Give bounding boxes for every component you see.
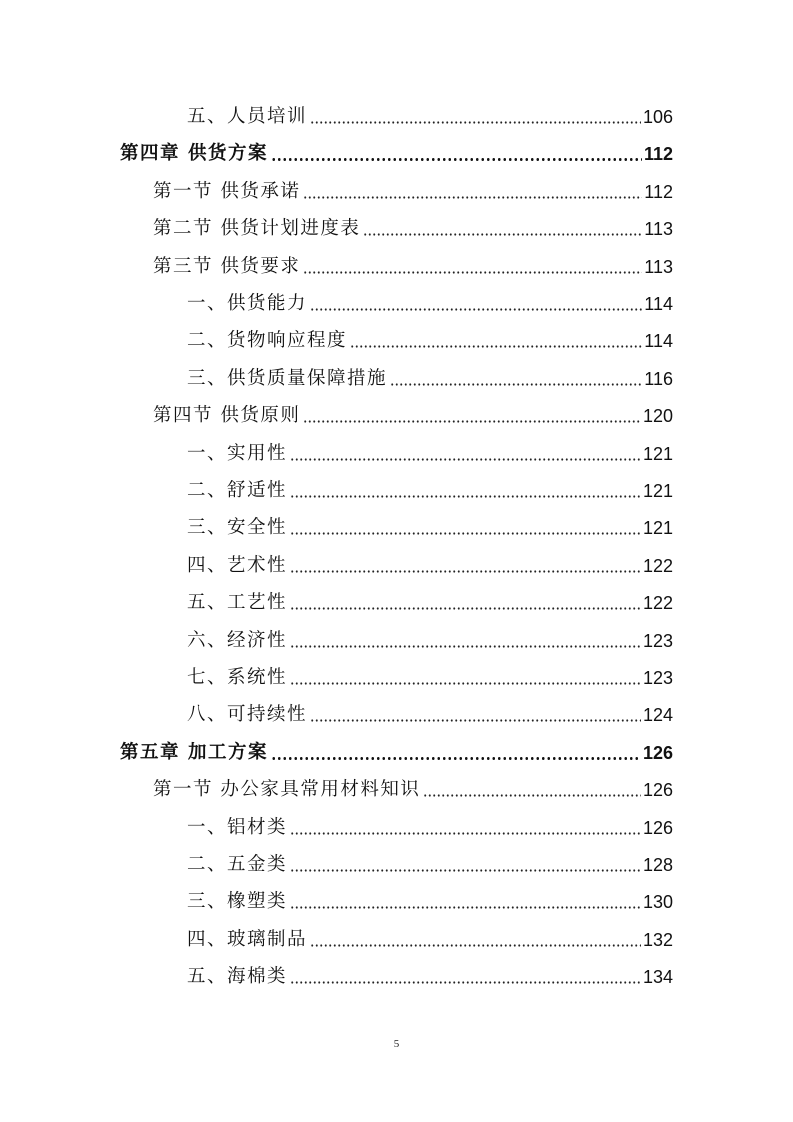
- toc-dot-leader: [290, 832, 641, 835]
- toc-entry-title: 第五章 加工方案: [120, 741, 268, 763]
- toc-subsection-entry[interactable]: [187, 624, 673, 652]
- toc-entry-title: 三、供货质量保障措施: [187, 367, 388, 389]
- toc-section-entry[interactable]: [153, 250, 673, 278]
- toc-entry-page: 126: [642, 817, 673, 838]
- toc-subsection-entry[interactable]: [187, 362, 673, 390]
- toc-entry-title: 八、可持续性: [187, 704, 308, 726]
- toc-entry-page: 134: [642, 967, 673, 988]
- toc-chapter-entry[interactable]: [120, 736, 673, 764]
- toc-entry-page: 130: [642, 892, 673, 913]
- toc-dot-leader: [271, 158, 642, 161]
- toc-entry-title: 三、橡塑类: [187, 891, 288, 913]
- toc-subsection-entry[interactable]: [187, 324, 673, 352]
- toc-entry-page: 120: [642, 406, 673, 427]
- toc-entry-title: 第二节 供货计划进度表: [153, 218, 361, 240]
- toc-section-entry[interactable]: [153, 399, 673, 427]
- toc-subsection-entry[interactable]: [187, 474, 673, 502]
- toc-entry-title: 一、铝材类: [187, 816, 288, 838]
- toc-dot-leader: [423, 794, 641, 797]
- toc-dot-leader: [303, 420, 641, 423]
- toc-dot-leader: [303, 196, 642, 199]
- toc-section-entry[interactable]: [153, 212, 673, 240]
- toc-entry-page: 113: [644, 219, 673, 240]
- toc-dot-leader: [350, 345, 642, 348]
- toc-dot-leader: [271, 757, 641, 760]
- toc-entry-page: 121: [642, 481, 673, 501]
- toc-entry-title: 五、工艺性: [187, 592, 288, 614]
- toc-dot-leader: [310, 944, 641, 947]
- toc-entry-page: 126: [642, 742, 673, 763]
- page-number: 5: [393, 1038, 400, 1050]
- toc-subsection-entry[interactable]: [187, 287, 673, 315]
- toc-entry-page: 123: [642, 668, 673, 688]
- toc-entry-title: 五、海棉类: [187, 966, 288, 988]
- toc-entry-title: 二、舒适性: [187, 480, 288, 501]
- toc-entry-title: 四、玻璃制品: [187, 928, 308, 950]
- toc-dot-leader: [363, 233, 642, 236]
- toc-entry-page: 112: [644, 181, 673, 202]
- toc-entry-page: 124: [642, 705, 673, 726]
- toc-entry-title: 二、五金类: [187, 854, 288, 875]
- toc-entry-title: 第一节 供货承诺: [153, 180, 301, 202]
- toc-entry-page: 121: [642, 518, 673, 539]
- toc-subsection-entry[interactable]: [187, 960, 673, 988]
- toc-section-entry[interactable]: [153, 773, 673, 801]
- toc-subsection-entry[interactable]: [187, 811, 673, 839]
- toc-entry-title: 第三节 供货要求: [153, 255, 301, 277]
- toc-entry-title: 一、实用性: [187, 442, 288, 464]
- toc-dot-leader: [290, 645, 641, 648]
- toc-entry-page: 114: [644, 294, 673, 314]
- toc-entry-title: 第一节 办公家具常用材料知识: [153, 779, 421, 801]
- toc-entry-title: 五、人员培训: [187, 106, 308, 127]
- toc-entry-title: 七、系统性: [187, 667, 288, 688]
- toc-subsection-entry[interactable]: [187, 586, 673, 614]
- toc-entry-page: 114: [644, 331, 673, 352]
- toc-dot-leader: [303, 271, 642, 274]
- toc-entry-title: 一、供货能力: [187, 293, 308, 314]
- toc-dot-leader: [290, 906, 641, 909]
- toc-entry-page: 128: [642, 855, 673, 875]
- toc-entry-title: 三、安全性: [187, 517, 288, 539]
- toc-dot-leader: [310, 308, 642, 311]
- toc-subsection-entry[interactable]: [187, 661, 673, 689]
- toc-entry-title: 六、经济性: [187, 629, 288, 651]
- toc-entry-page: 126: [642, 780, 673, 801]
- toc-entry-page: 112: [643, 144, 673, 165]
- toc-chapter-entry[interactable]: [120, 137, 673, 165]
- toc-dot-leader: [390, 383, 642, 386]
- toc-dot-leader: [290, 981, 641, 984]
- toc-dot-leader: [310, 719, 641, 722]
- toc-entry-page: 132: [642, 929, 673, 950]
- toc-subsection-entry[interactable]: [187, 848, 673, 876]
- toc-subsection-entry[interactable]: [187, 437, 673, 465]
- toc-entry-page: 113: [644, 256, 673, 277]
- toc-dot-leader: [290, 869, 641, 872]
- toc-entry-page: 122: [642, 555, 673, 576]
- toc-dot-leader: [290, 682, 641, 685]
- toc-entry-page: 122: [642, 593, 673, 614]
- toc-subsection-entry[interactable]: [187, 698, 673, 726]
- toc-subsection-entry[interactable]: [187, 923, 673, 951]
- toc-subsection-entry[interactable]: [187, 511, 673, 539]
- toc-entry-page: 121: [642, 443, 673, 464]
- toc-subsection-entry[interactable]: [187, 549, 673, 577]
- toc-dot-leader: [310, 121, 641, 124]
- toc-section-entry[interactable]: [153, 175, 673, 203]
- toc-subsection-entry[interactable]: [187, 885, 673, 913]
- toc-subsection-entry[interactable]: [187, 100, 673, 128]
- toc-dot-leader: [290, 458, 641, 461]
- toc-entry-title: 四、艺术性: [187, 554, 288, 576]
- toc-entry-page: 123: [642, 630, 673, 651]
- toc-entry-page: 106: [642, 107, 673, 127]
- toc-dot-leader: [290, 570, 641, 573]
- toc-dot-leader: [290, 607, 641, 610]
- toc-dot-leader: [290, 495, 641, 498]
- toc-entry-title: 二、货物响应程度: [187, 330, 348, 352]
- toc-entry-page: 116: [644, 368, 673, 389]
- toc-entry-title: 第四章 供货方案: [120, 143, 268, 165]
- toc-entry-title: 第四节 供货原则: [153, 405, 301, 427]
- toc-dot-leader: [290, 532, 641, 535]
